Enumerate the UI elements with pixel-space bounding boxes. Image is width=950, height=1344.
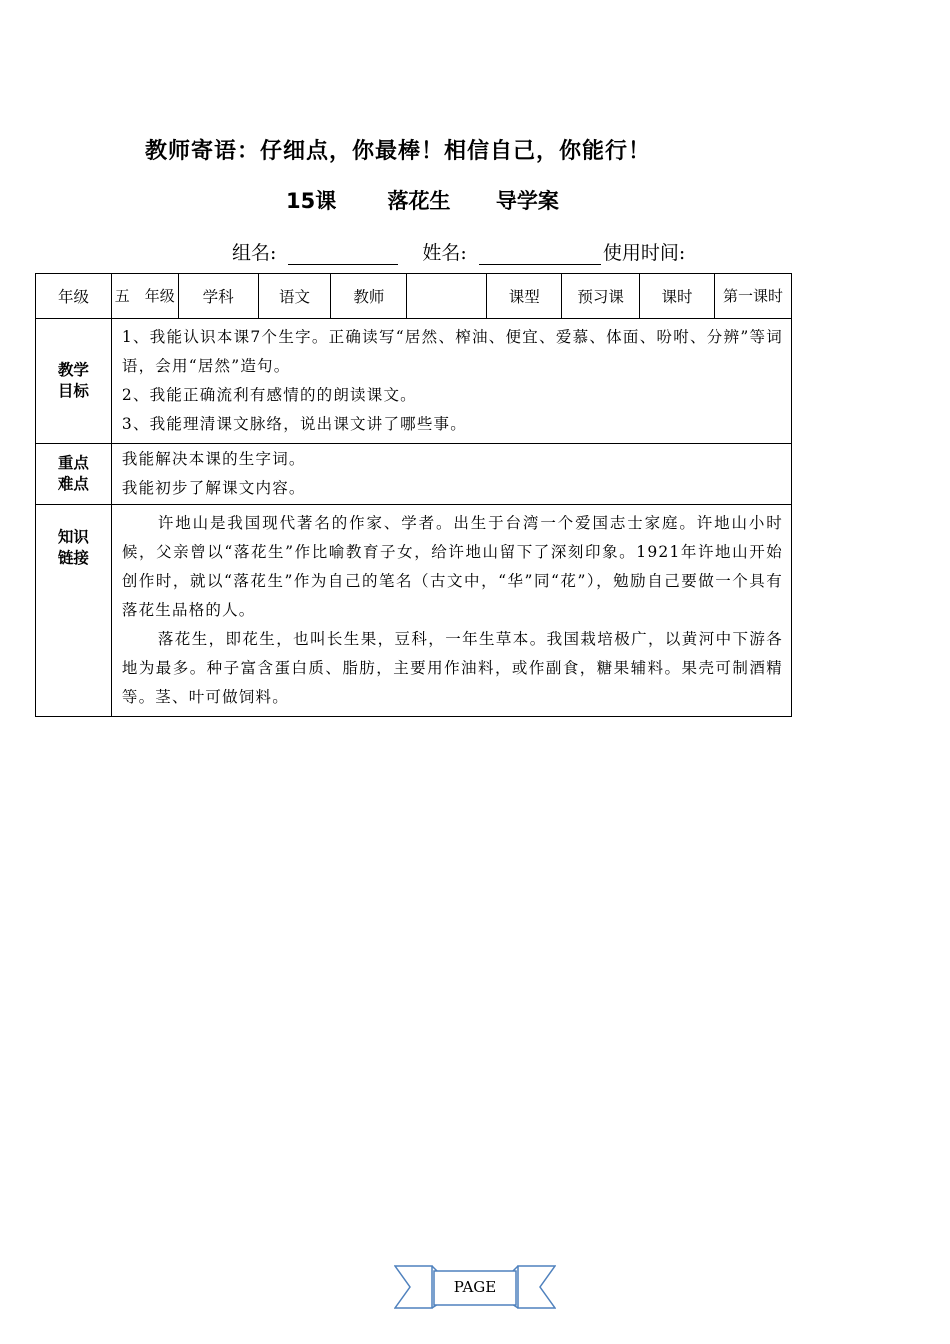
lesson-name: 落花生 (387, 189, 451, 213)
objectives-label (36, 319, 112, 444)
objectives-row (36, 319, 792, 444)
lesson-plan-table (35, 273, 792, 717)
name-field[interactable] (479, 246, 601, 265)
teacher-value[interactable] (407, 274, 487, 319)
key-points-content (111, 444, 791, 505)
grade-label: 年级 (36, 274, 112, 319)
key-points-label-text: 重点难点 (57, 454, 89, 493)
subject-label: 学科 (178, 274, 258, 319)
knowledge-label (36, 505, 112, 717)
subject-value: 语文 (258, 274, 331, 319)
objectives-label-text: 教学目标 (57, 361, 89, 400)
lesson-type-label: 课型 (487, 274, 562, 319)
knowledge-label-text: 知识链接 (57, 528, 89, 567)
time-label: 使用时间: (602, 242, 686, 264)
knowledge-paragraph: 落花生，即花生，也叫长生果，豆科，一年生草本。我国栽培极广，以黄河中下游各地为最多。种子富含蛋白质、脂肪，主要用作油料，或作副食，糖果辅料。果壳可制酒精等。茎、叶可做饲料。 (121, 630, 783, 706)
grade-value (111, 274, 178, 319)
knowledge-paragraph: 许地山是我国现代著名的作家、学者。出生于台湾一个爱国志士家庭。许地山小时候，父亲曾以“落花生”作比喻教育子女，给许地山留下了深刻印象。1921年许地山开始创作时，就以“落花生”作为自己的笔名（古文中，“华”同“花”），勉励自己要做一个具有落花生品格的人。 (121, 514, 783, 619)
key-points-row (36, 444, 792, 505)
objective-item: 3、我能理清课文脉络，说出课文讲了哪些事。 (121, 415, 467, 433)
lesson-kind: 导学案 (495, 189, 559, 213)
teacher-motto: 教师寄语：仔细点，你最棒！相信自己，你能行！ (145, 139, 652, 164)
knowledge-content (111, 505, 791, 717)
key-points-label (36, 444, 112, 505)
header-row (36, 274, 792, 319)
lesson-type-value: 预习课 (562, 274, 640, 319)
name-label: 姓名: (422, 242, 467, 264)
group-label: 组名: (232, 242, 277, 264)
teacher-label: 教师 (331, 274, 407, 319)
group-field[interactable] (288, 246, 398, 265)
student-info-line (232, 238, 685, 265)
grade-value-text: 五 年级 (114, 287, 175, 305)
objective-item: 1、我能认识本课7个生字。正确读写“居然、榨油、便宜、爱慕、体面、吩咐、分辨”等词语，会用“居然”造句。 (121, 328, 783, 375)
objectives-content (111, 319, 791, 444)
lesson-number: 15课 (286, 189, 337, 213)
key-point-item: 我能解决本课的生字词。 (121, 450, 306, 468)
period-label: 课时 (640, 274, 715, 319)
objective-item: 2、我能正确流利有感情的的朗读课文。 (121, 386, 417, 404)
key-point-item: 我能初步了解课文内容。 (121, 479, 306, 497)
period-value: 第一课时 (715, 274, 792, 319)
page-number-label: PAGE (453, 1278, 497, 1296)
page-title (286, 185, 559, 215)
knowledge-row (36, 505, 792, 717)
